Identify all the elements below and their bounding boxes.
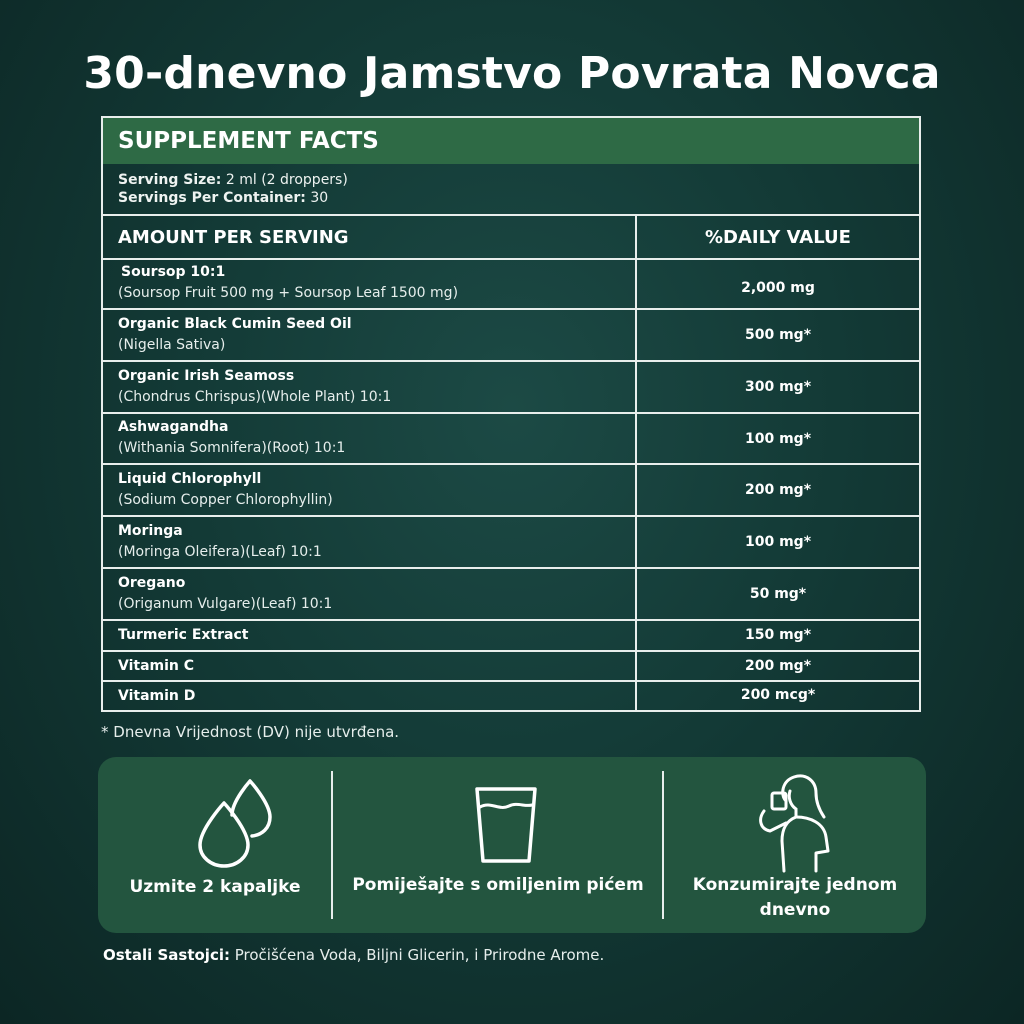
servings-per-container-label: Servings Per Container: [118, 190, 306, 206]
ingredient-detail: (Origanum Vulgare)(Leaf) 10:1 [118, 596, 333, 612]
table-row [103, 362, 919, 412]
step-consume-daily [664, 757, 926, 933]
step-take-drops [98, 757, 332, 933]
ingredient-name: Organic Black Cumin Seed Oil [118, 316, 352, 332]
other-ingredients [103, 946, 604, 964]
column-header-daily-value: %DAILY VALUE [705, 227, 851, 248]
supplement-facts-table [101, 116, 921, 712]
ingredient-detail: (Soursop Fruit 500 mg + Soursop Leaf 1500 mg) [118, 285, 459, 301]
ingredient-amount: 500 mg* [744, 327, 812, 343]
ingredient-amount: 100 mg* [744, 431, 812, 447]
ingredient-amount: 300 mg* [744, 379, 812, 395]
table-row [103, 621, 919, 650]
page-title: 30-dnevno Jamstvo Povrata Novca [83, 48, 941, 99]
ingredient-amount: 200 mg* [744, 658, 812, 674]
ingredient-name: Soursop 10:1 [121, 264, 226, 280]
ingredient-name: Vitamin C [118, 658, 195, 674]
step-label: Pomiješajte s omiljenim pićem [352, 875, 644, 895]
ingredient-name: Turmeric Extract [118, 627, 249, 643]
ingredient-detail: (Moringa Oleifera)(Leaf) 10:1 [118, 544, 322, 560]
table-row [103, 310, 919, 360]
column-header-amount: AMOUNT PER SERVING [118, 227, 349, 248]
ingredient-amount: 200 mcg* [740, 687, 816, 703]
divider-line [103, 214, 919, 216]
drops-icon [194, 777, 274, 869]
ingredient-name: Organic Irish Seamoss [118, 368, 295, 384]
serving-size [118, 172, 348, 188]
ingredient-name: Ashwagandha [118, 419, 229, 435]
step-label: Uzmite 2 kapaljke [129, 877, 301, 897]
step-mix-drink [333, 757, 663, 933]
table-row [103, 414, 919, 463]
table-row [103, 465, 919, 515]
ingredient-detail: (Sodium Copper Chlorophyllin) [118, 492, 333, 508]
facts-header-bar [103, 118, 919, 164]
table-row [103, 260, 919, 308]
ingredient-amount: 200 mg* [744, 482, 812, 498]
ingredient-detail: (Nigella Sativa) [118, 337, 226, 353]
servings-per-container [118, 190, 328, 206]
ingredient-name: Liquid Chlorophyll [118, 471, 262, 487]
usage-steps-panel [98, 757, 926, 933]
glass-icon [473, 785, 539, 865]
ingredient-name: Moringa [118, 523, 183, 539]
other-ingredients-value: Pročišćena Voda, Biljni Glicerin, i Prirodne Arome. [234, 946, 605, 964]
table-row [103, 682, 919, 710]
table-row [103, 517, 919, 567]
ingredient-amount: 100 mg* [744, 534, 812, 550]
ingredient-detail: (Chondrus Chrispus)(Whole Plant) 10:1 [118, 389, 392, 405]
person-drinking-icon [750, 771, 834, 875]
ingredient-name: Vitamin D [118, 688, 196, 704]
serving-size-value: 2 ml (2 droppers) [225, 172, 348, 188]
daily-value-footnote: * Dnevna Vrijednost (DV) nije utvrđena. [101, 723, 400, 741]
other-ingredients-label: Ostali Sastojci: [103, 946, 230, 964]
ingredient-amount: 2,000 mg [741, 280, 815, 296]
serving-size-label: Serving Size: [118, 172, 222, 188]
ingredient-amount: 150 mg* [744, 627, 812, 643]
ingredient-detail: (Withania Somnifera)(Root) 10:1 [118, 440, 346, 456]
ingredient-amount: 50 mg* [749, 586, 807, 602]
step-label: Konzumirajte jednom dnevno [692, 875, 898, 920]
table-row [103, 569, 919, 619]
ingredient-name: Oregano [118, 575, 186, 591]
table-row [103, 652, 919, 680]
facts-heading: SUPPLEMENT FACTS [118, 128, 379, 154]
servings-per-container-value: 30 [310, 190, 329, 206]
